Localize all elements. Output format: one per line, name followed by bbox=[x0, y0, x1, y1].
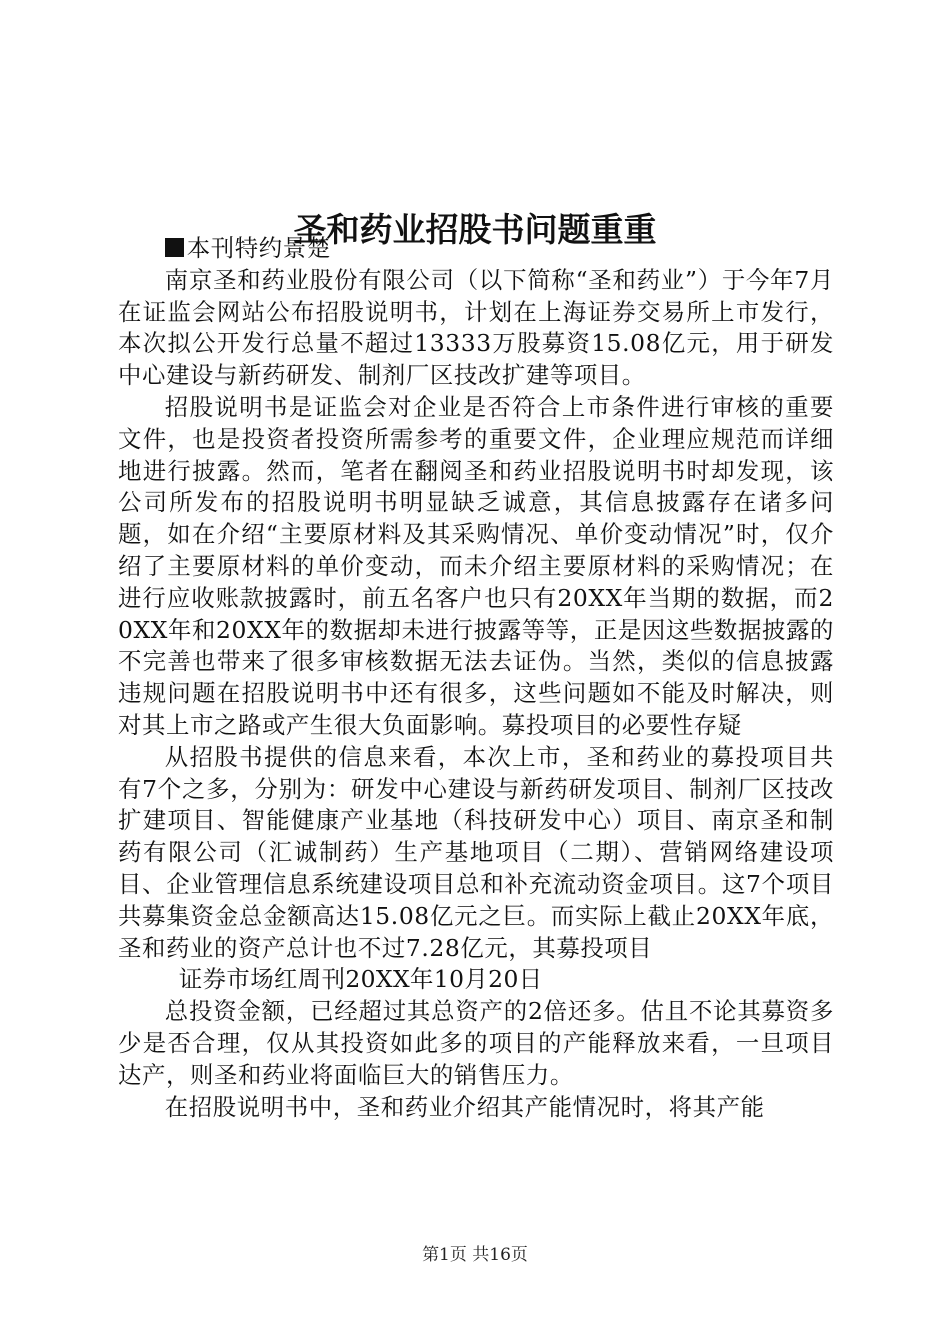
byline-text: 本刊特约景楚 bbox=[186, 234, 331, 262]
source-dateline: 证券市场红周刊20XX年10月20日 bbox=[178, 965, 543, 994]
black-square-icon bbox=[165, 238, 184, 257]
byline bbox=[118, 233, 834, 265]
paragraph-capacity: 在招股说明书中，圣和药业介绍其产能情况时，将其产能 bbox=[164, 1092, 765, 1121]
paragraph-intro: 南京圣和药业股份有限公司（以下简称“圣和药业”）于今年7月在证监会网站公布招股说明书，计划在上海证券交易所上市发行，本次拟公开发行总量不超过13333万股募资15.08亿元，用于研发中心建设与新药研发、制剂厂区技改扩建等项目。 bbox=[118, 265, 834, 390]
paragraph-fundraising-projects: 从招股书提供的信息来看，本次上市，圣和药业的募投项目共有7个之多，分别为：研发中心建设与新药研发项目、制剂厂区技改扩建项目、智能健康产业基地（科技研发中心）项目、南京圣和制药有限公司（汇诚制药）生产基地项目（二期）、营销网络建设项目、企业管理信息系统建设项目总和补充流动资金项目。这7个项目共募集资金总金额高达15.08亿元之巨。而实际上截止20XX年底，圣和药业的资产总计也不过7.28亿元，其募投项目 bbox=[118, 742, 834, 962]
page-title: 圣和药业招股书问题重重 bbox=[293, 210, 657, 250]
paragraph-investment-total: 总投资金额，已经超过其总资产的2倍还多。估且不论其募资多少是否合理，仅从其投资如此多的项目的产能释放来看，一旦项目达产，则圣和药业将面临巨大的销售压力。 bbox=[118, 997, 834, 1089]
article-body bbox=[118, 233, 834, 1123]
paragraph-disclosure-issues: 招股说明书是证监会对企业是否符合上市条件进行审核的重要文件，也是投资者投资所需参考的重要文件，企业理应规范而详细地进行披露。然而，笔者在翻阅圣和药业招股说明书时却发现，该公司所发布的招股说明书明显缺乏诚意，其信息披露存在诸多问题，如在介绍“主要原材料及其采购情况、单价变动情况”时，仅介绍了主要原材料的单价变动，而未介绍主要原材料的采购情况；在进行应收账款披露时，前五名客户也只有20XX年当期的数据，而20XX年和20XX年的数据却未进行披露等等，正是因这些数据披露的不完善也带来了很多审核数据无法去证伪。当然，类似的信息披露违规问题在招股说明书中还有很多，这些问题如不能及时解决，则对其上市之路或产生很大负面影响。募投项目的必要性存疑 bbox=[118, 392, 834, 739]
page-number-footer: 第1页 共16页 bbox=[422, 1245, 528, 1265]
